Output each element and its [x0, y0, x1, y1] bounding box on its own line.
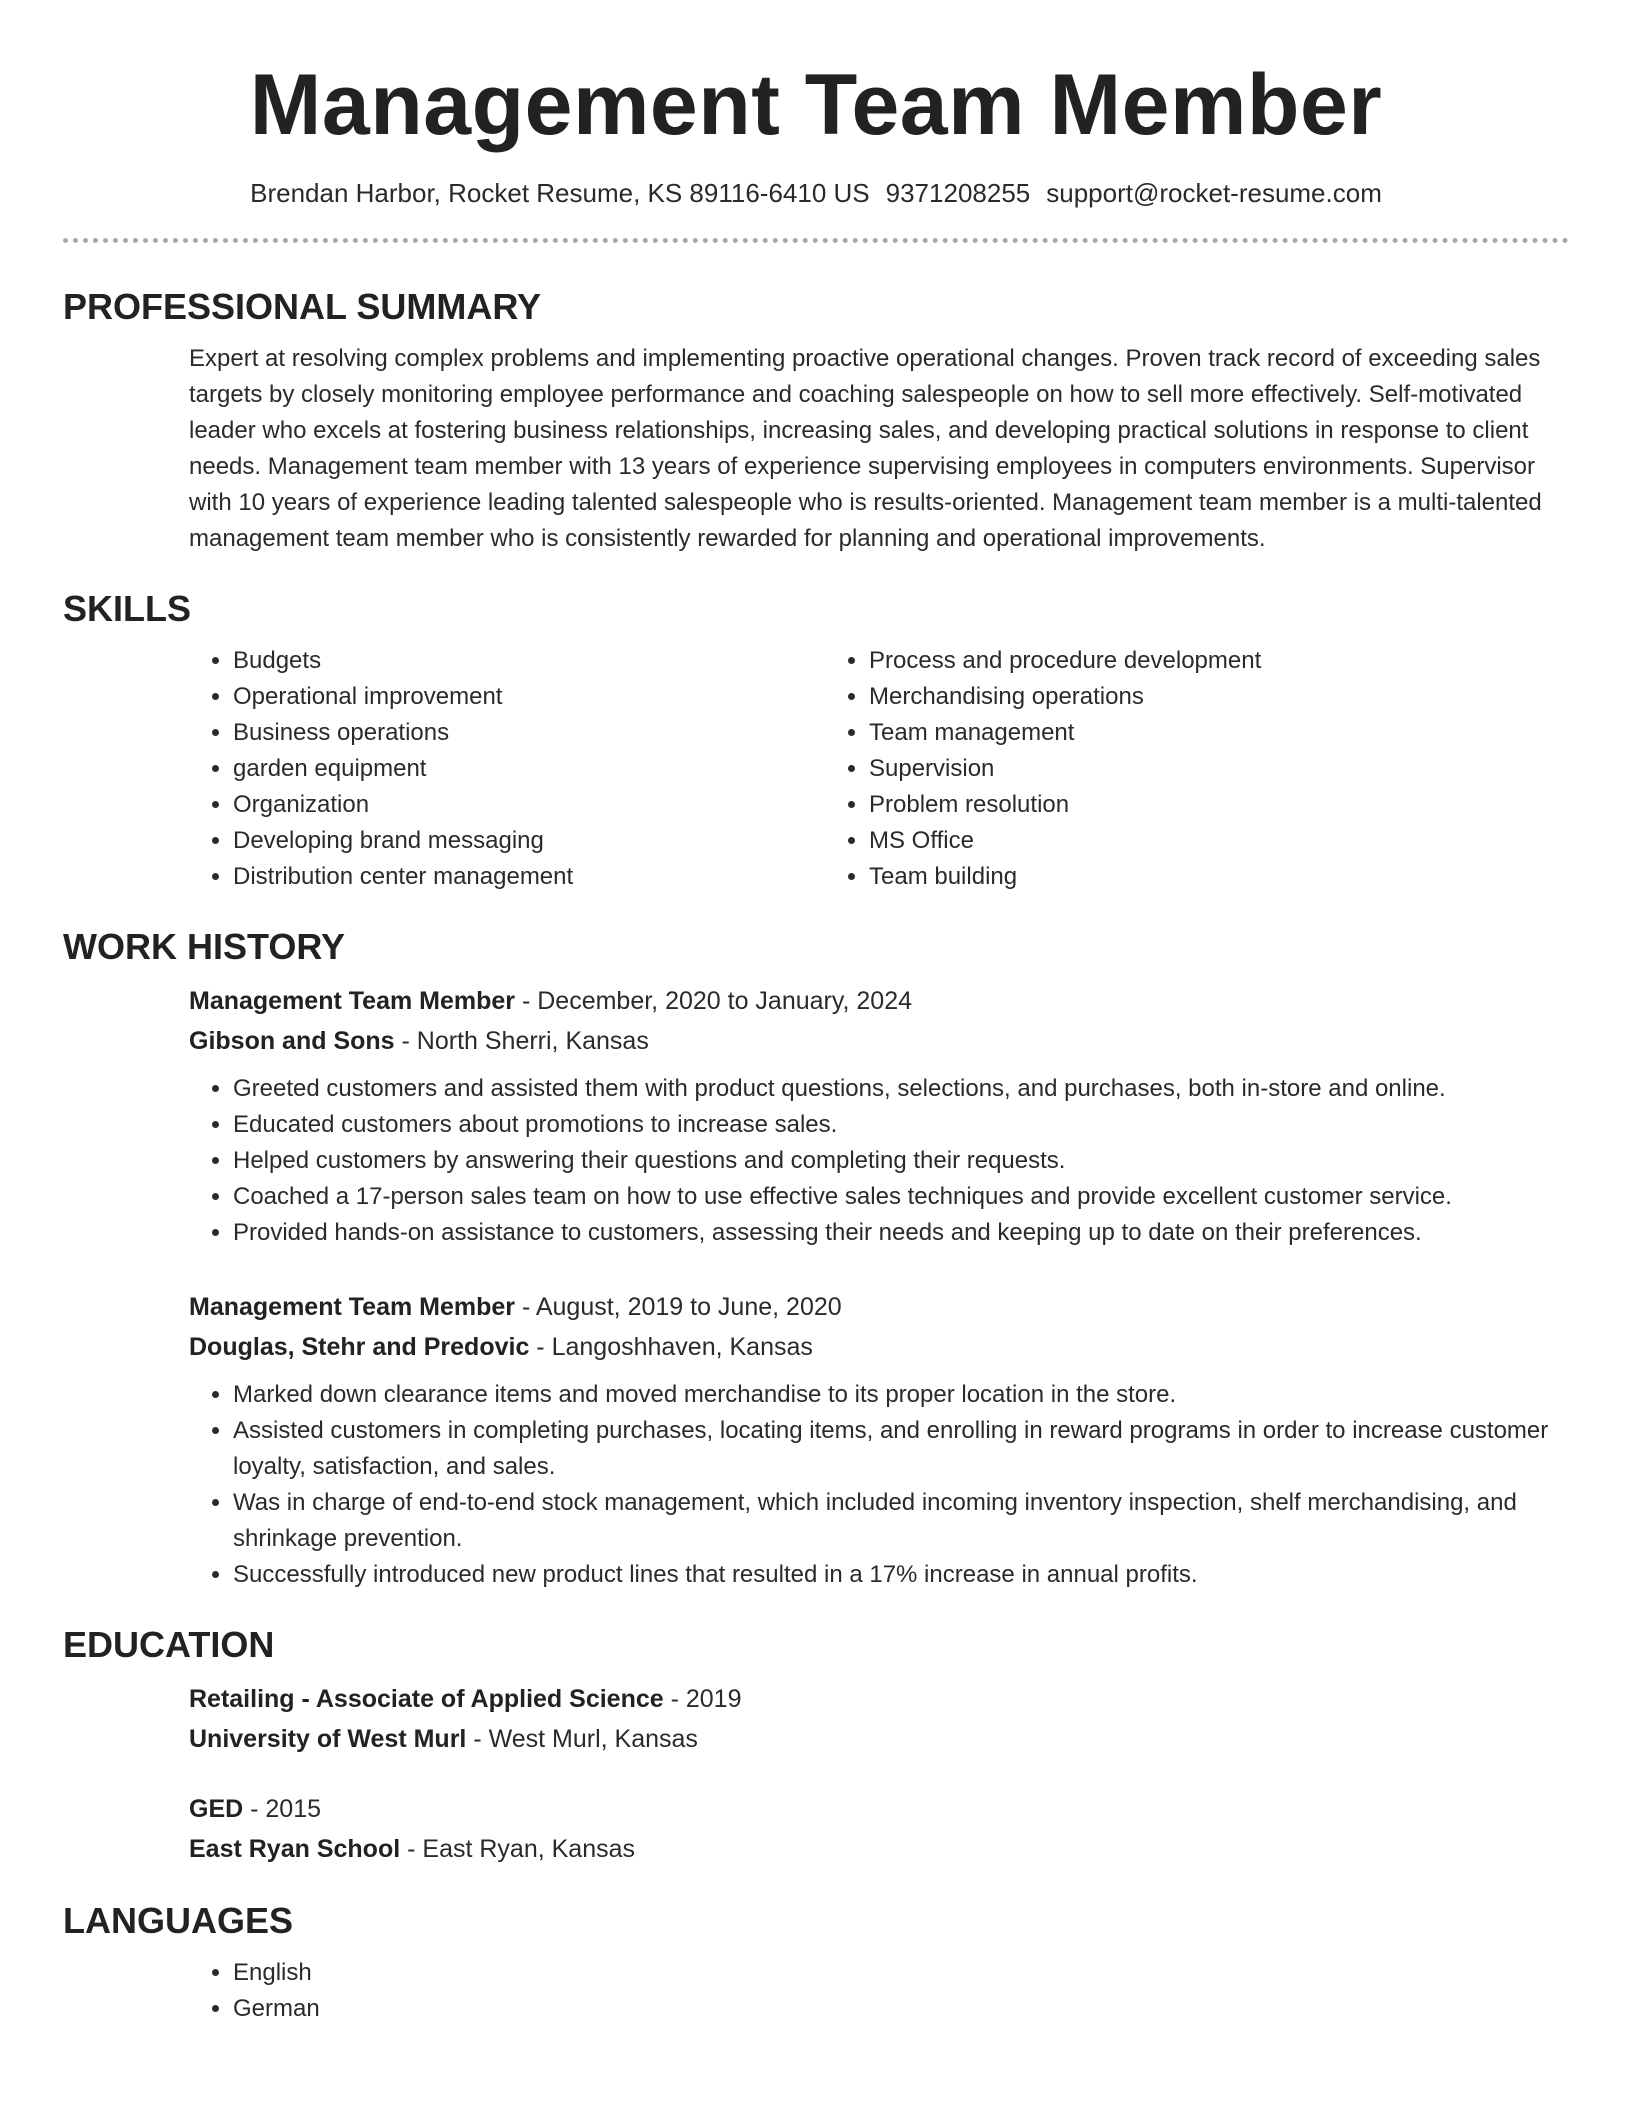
language-item: • English [233, 1955, 1569, 1991]
education-entry [189, 1679, 1569, 1759]
skills-columns [189, 643, 1569, 895]
job-bullet: • Provided hands-on assistance to customers, assessing their needs and keeping up to date on their preferences. [233, 1215, 1569, 1251]
languages-section [63, 1899, 1569, 2027]
education-title: EDUCATION [63, 1624, 275, 1665]
job-company-line [189, 1021, 1569, 1061]
job-role-line [189, 981, 1569, 1021]
job-role: Management Team Member [189, 987, 516, 1015]
education-year: - 2015 [243, 1795, 322, 1823]
languages-list [189, 1955, 1569, 2027]
education-school-line [189, 1719, 1569, 1759]
skill-item: • Merchandising operations [869, 679, 1515, 715]
job-bullet: • Was in charge of end-to-end stock management, which included incoming inventory inspection, shelf merchandising, and shrinkage prevention. [233, 1485, 1569, 1557]
skill-item: • Distribution center management [233, 859, 825, 895]
job-entry [189, 1287, 1569, 1593]
work-history-title: WORK HISTORY [63, 926, 346, 967]
job-bullet: • Successfully introduced new product lines that resulted in a 17% increase in annual profits. [233, 1557, 1569, 1593]
education-degree: GED [189, 1795, 244, 1823]
job-company: Douglas, Stehr and Predovic [189, 1333, 530, 1361]
skill-item: • Problem resolution [869, 787, 1515, 823]
resume-name: Management Team Member [249, 57, 1383, 153]
skill-item: • Supervision [869, 751, 1515, 787]
job-bullets [189, 1377, 1569, 1593]
job-bullets [189, 1071, 1569, 1251]
skill-item: • Team management [869, 715, 1515, 751]
work-history-section [63, 925, 1569, 1593]
job-location: - North Sherri, Kansas [394, 1027, 649, 1055]
education-location: - West Murl, Kansas [466, 1725, 698, 1753]
contact-address: Brendan Harbor, Rocket Resume, KS 89116-6410 US [250, 178, 870, 208]
summary-text: Expert at resolving complex problems and implementing proactive operational changes. Proven track record of exceeding sales targets by closely monitoring employee performance and coaching salespeople on how to sell more effectively. Self-motivated leader who excels at fostering business relationships, increasing sales, and developing practical solutions in response to client needs. Management team member with 13 years of experience supervising employees in computers environments. Supervisor with 10 years of experience leading talented salespeople who is results-oriented. Management team member is a multi-talented management team member who is consistently rewarded for planning and operational improvements. [189, 345, 1542, 552]
job-role-line [189, 1287, 1569, 1327]
contact-phone: 9371208255 [885, 178, 1031, 208]
skills-right-list [825, 643, 1515, 895]
job-company-line [189, 1327, 1569, 1367]
language-item: • German [233, 1991, 1569, 2027]
education-degree: Retailing - Associate of Applied Science [189, 1685, 664, 1713]
contact-line [63, 177, 1569, 209]
skill-item: • Budgets [233, 643, 825, 679]
skills-title: SKILLS [63, 588, 192, 629]
job-bullet: • Marked down clearance items and moved merchandise to its proper location in the store. [233, 1377, 1569, 1413]
skill-item: • garden equipment [233, 751, 825, 787]
job-company: Gibson and Sons [189, 1027, 395, 1055]
job-bullet: • Assisted customers in completing purchases, locating items, and enrolling in reward programs in order to increase customer loyalty, satisfaction, and sales. [233, 1413, 1569, 1485]
job-bullet: • Coached a 17-person sales team on how to use effective sales techniques and provide excellent customer service. [233, 1179, 1569, 1215]
education-school-line [189, 1829, 1569, 1869]
skill-item: • Process and procedure development [869, 643, 1515, 679]
education-degree-line [189, 1789, 1569, 1829]
education-degree-line [189, 1679, 1569, 1719]
education-location: - East Ryan, Kansas [400, 1835, 635, 1863]
education-school: University of West Murl [189, 1725, 467, 1753]
skill-item: • Business operations [233, 715, 825, 751]
summary-title: PROFESSIONAL SUMMARY [63, 286, 542, 327]
languages-title: LANGUAGES [63, 1900, 294, 1941]
contact-email: support@rocket-resume.com [1046, 178, 1382, 208]
job-role: Management Team Member [189, 1293, 516, 1321]
skills-section [63, 587, 1569, 895]
education-school: East Ryan School [189, 1835, 401, 1863]
job-bullet: • Educated customers about promotions to increase sales. [233, 1107, 1569, 1143]
header-divider [63, 238, 1569, 243]
education-entry [189, 1789, 1569, 1869]
skill-item: • Operational improvement [233, 679, 825, 715]
job-dates: - December, 2020 to January, 2024 [515, 987, 913, 1015]
job-bullet: • Greeted customers and assisted them with product questions, selections, and purchases, both in-store and online. [233, 1071, 1569, 1107]
skill-item: • MS Office [869, 823, 1515, 859]
skills-left-list [189, 643, 825, 895]
education-year: - 2019 [663, 1685, 742, 1713]
job-entry [189, 981, 1569, 1251]
job-bullet: • Helped customers by answering their questions and completing their requests. [233, 1143, 1569, 1179]
summary-section [63, 285, 1569, 557]
education-section [63, 1623, 1569, 1869]
skill-item: • Developing brand messaging [233, 823, 825, 859]
skill-item: • Organization [233, 787, 825, 823]
job-location: - Langoshhaven, Kansas [529, 1333, 813, 1361]
job-dates: - August, 2019 to June, 2020 [515, 1293, 842, 1321]
skill-item: • Team building [869, 859, 1515, 895]
